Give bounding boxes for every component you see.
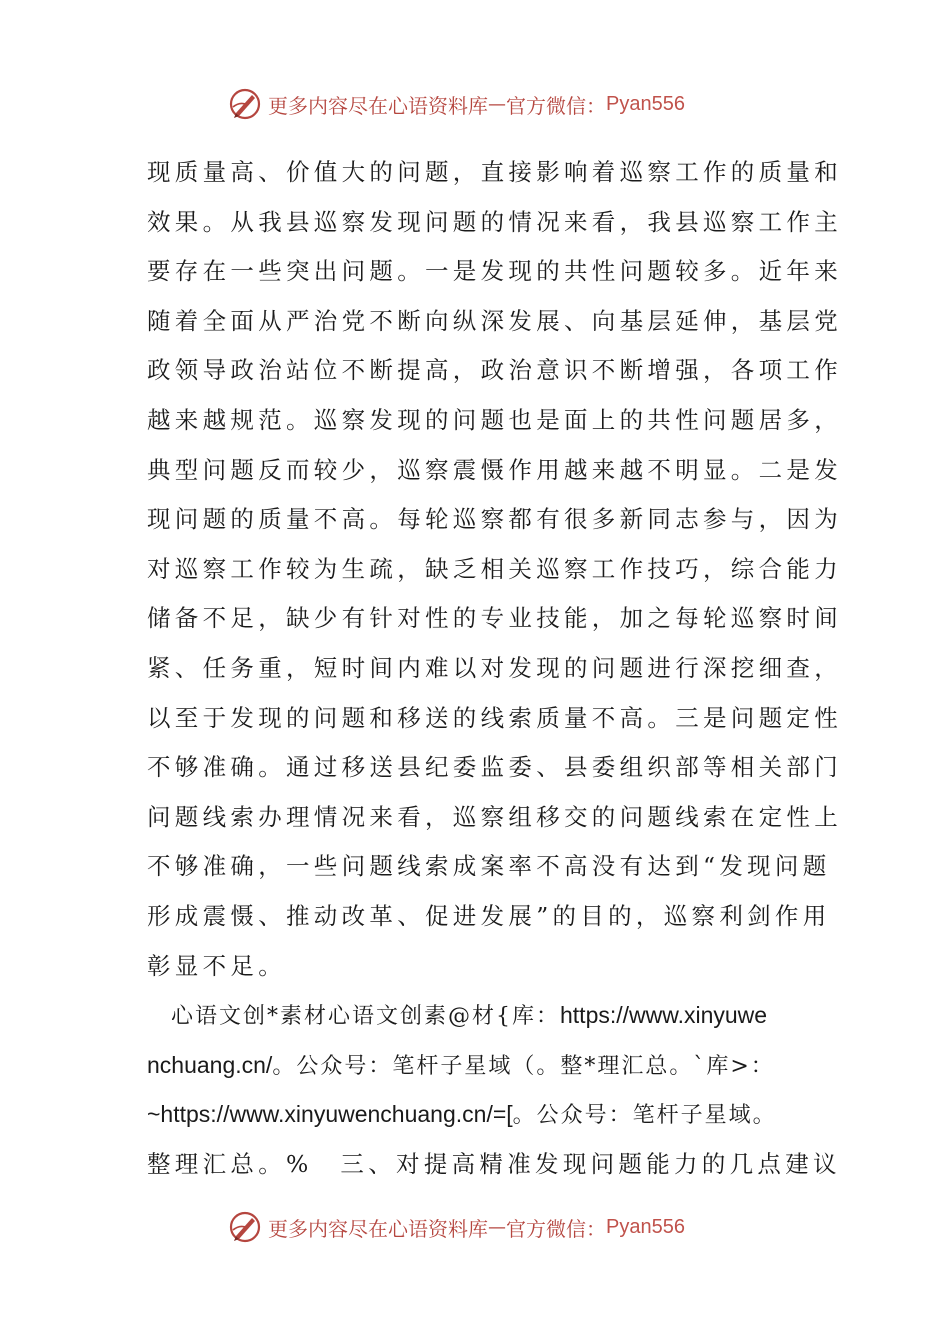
body-line: 要存在一些突出问题。一是发现的共性问题较多。近年来 — [147, 257, 842, 286]
body-line: 效果。从我县巡察发现问题的情况来看，我县巡察工作主 — [147, 207, 842, 236]
watermark-url: ~https://www.xinyuwenchuang.cn/=[ — [147, 1101, 513, 1128]
body-line: 以至于发现的问题和移送的线索质量不高。三是问题定性 — [147, 703, 842, 732]
banner-text: 更多内容尽在心语资料库 — [268, 1216, 488, 1241]
section-heading-line: 整理汇总。% 三、对提高精准发现问题能力的几点建议 — [147, 1149, 841, 1178]
banner-label: 官方微信： — [506, 93, 606, 118]
watermark-text: 。公众号：笔杆子星域（。整*理汇总。`库>： — [272, 1053, 775, 1079]
body-line: 不够准确，一些问题线索成案率不高没有达到“发现问题 — [147, 852, 831, 881]
watermark-text: 。公众号：笔杆子星域。 — [512, 1103, 777, 1129]
body-line: 随着全面从严治党不断向纵深发展、向基层延伸，基层党 — [147, 306, 842, 335]
body-line: 储备不足，缺少有针对性的专业技能，加之每轮巡察时间 — [147, 604, 842, 633]
body-line: 彰显不足。 — [147, 951, 286, 980]
body-line: 现质量高、价值大的问题，直接影响着巡察工作的质量和 — [147, 158, 842, 186]
watermark-url: https://www.xinyuwe — [560, 1002, 768, 1029]
pen-logo-icon — [228, 1210, 262, 1244]
body-line: 越来越规范。巡察发现的问题也是面上的共性问题居多， — [147, 405, 842, 434]
banner-dash: — — [488, 1216, 506, 1238]
watermark-text: 心语文创*素材心语文创素@材{库： — [171, 1004, 560, 1030]
watermark-line — [147, 1041, 819, 1091]
footer-banner — [228, 1207, 685, 1247]
banner-contact: Pyan556 — [606, 1215, 685, 1238]
pen-logo-icon — [228, 87, 262, 121]
banner-label: 官方微信： — [506, 1216, 606, 1241]
document-body — [147, 148, 842, 1189]
watermark-url: nchuang.cn/ — [147, 1051, 273, 1078]
body-line: 形成震慑、推动改革、促进发展”的目的，巡察利剑作用 — [147, 901, 831, 930]
body-line: 问题线索办理情况来看，巡察组移交的问题线索在定性上 — [147, 802, 842, 831]
banner-contact: Pyan556 — [606, 92, 685, 115]
header-banner — [228, 84, 685, 124]
body-line: 现问题的质量不高。每轮巡察都有很多新同志参与，因为 — [147, 505, 842, 534]
banner-text: 更多内容尽在心语资料库 — [268, 93, 488, 118]
watermark-line — [147, 991, 819, 1041]
body-line: 对巡察工作较为生疏，缺乏相关巡察工作技巧，综合能力 — [147, 554, 842, 583]
watermark-line — [147, 1090, 819, 1140]
body-line: 不够准确。通过移送县纪委监委、县委组织部等相关部门 — [147, 753, 842, 782]
banner-dash: — — [488, 93, 506, 115]
body-line: 紧、任务重，短时间内难以对发现的问题进行深挖细查， — [147, 653, 842, 682]
body-line: 政领导政治站位不断提高，政治意识不断增强，各项工作 — [147, 356, 842, 385]
body-line: 典型问题反而较少，巡察震慑作用越来越不明显。二是发 — [147, 455, 842, 484]
